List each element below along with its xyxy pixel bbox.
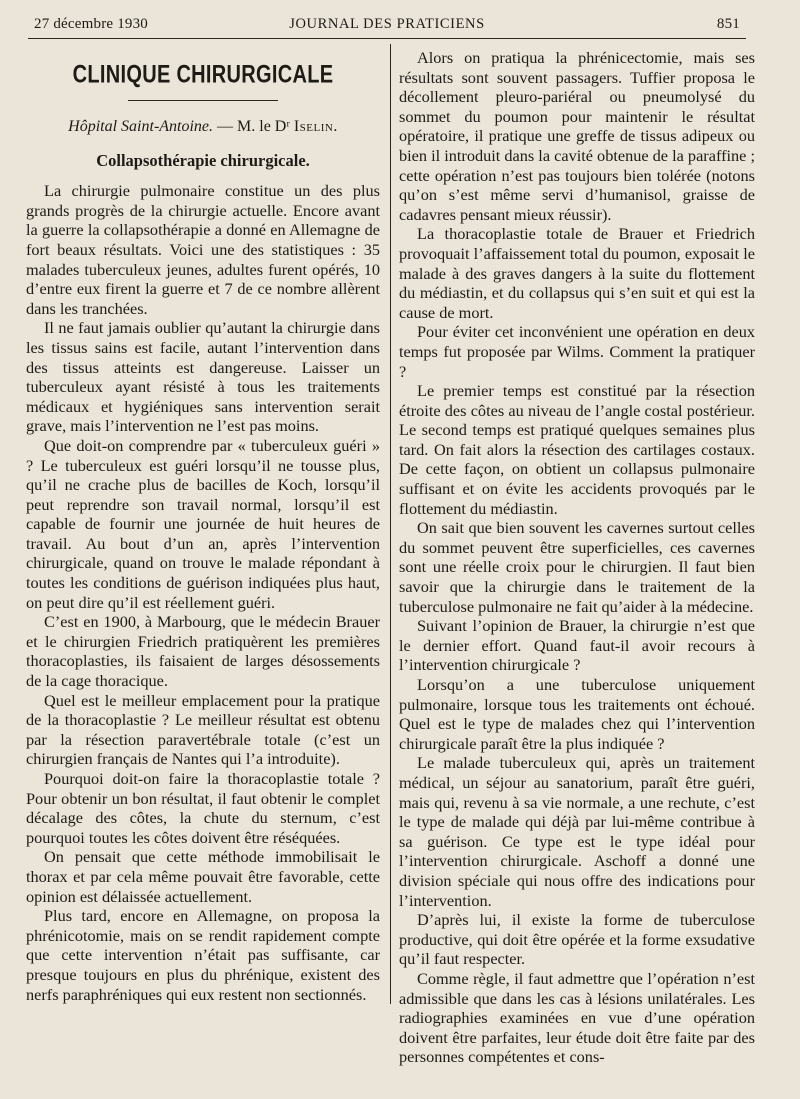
paragraph: Comme règle, il faut admettre que l’opération n’est admissible que dans les cas à lésions unilatérales. Les radiographies examinées en vue d’une opération doivent être parfaites, leur étude doit être faite par des personnes compétentes et cons- — [399, 968, 755, 1067]
paragraph: On sait que bien souvent les cavernes surtout celles du sommet peuvent être superficielles, ces cavernes sont une réelle croix pour le chirurgien. Il faut bien savoir que la chirurgie dans le traitement de la tuberculose pulmonaire ne fait qu’aider à la médecine. — [399, 518, 755, 616]
paragraph: D’après lui, il existe la forme de tuberculose productive, qui doit être opérée et la forme exsudative qu’il faut respecter. — [399, 910, 755, 969]
page-number: 851 — [716, 16, 740, 32]
paragraph: Plus tard, encore en Allemagne, on proposa la phrénicotomie, mais on se rendit rapidement compte que cette intervention n’était pas suffisante, car presque toujours en plus du phrénique, existent des nerfs paraphréniques qui eux restent non sectionnés. — [26, 906, 380, 1004]
paragraph: La chirurgie pulmonaire constitue un des plus grands progrès de la chirurgie actuelle. Encore avant la guerre la collapsothérapie a donné en Allemagne de fort beaux résultats. Voici une des statistiques : 35 malades tuberculeux jeunes, adultes furent opérés, 10 d’entre eux firent la guerre et 7 de ce nombre allèrent dans les tranchées. — [26, 181, 380, 318]
header-rule — [28, 38, 746, 39]
hospital-name: Hôpital Saint-Antoine. — [68, 118, 214, 135]
paragraph: Suivant l’opinion de Brauer, la chirurgie n’est que le dernier effort. Quand faut-il avoir recours à l’intervention chirurgicale ? — [399, 616, 755, 675]
column-divider — [390, 44, 391, 1004]
paragraph: Quel est le meilleur emplacement pour la pratique de la thoracoplastie ? Le meilleur résultat est obtenu par la résection paravertébrale totale (c’est un chirurgien français de Nantes qui l’a introduite). — [26, 690, 380, 769]
paragraph: Le malade tuberculeux qui, après un traitement médical, un séjour au sanatorium, paraît être guéri, mais qui, revenu à sa vie normale, a une rechute, c’est le type de malade qui déjà par lui-même contribue à sa guérison. Ce type est le type idéal pour l’intervention chirurgicale. Aschoff a donné une division spéciale qui nous offre des indications pour l’intervention. — [399, 753, 755, 910]
paragraph: Pour éviter cet inconvénient une opération en deux temps fut proposée par Wilms. Comment la pratiquer ? — [399, 322, 755, 381]
paragraph: La thoracoplastie totale de Brauer et Friedrich provoquait l’affaissement total du poumon, exposait le malade à des graves dangers à la suite du flottement du médiastin, et du collapsus qui s’en suit et qui est la cause de mort. — [399, 224, 755, 322]
left-column — [26, 48, 380, 1004]
paragraph: On pensait que cette méthode immobilisait le thorax et par cela même pouvait être favorable, cette opinion est délaissée actuellement. — [26, 847, 380, 906]
author-name: Iselin. — [293, 118, 338, 135]
right-column — [399, 48, 755, 1067]
paragraph: C’est en 1900, à Marbourg, que le médecin Brauer et le chirurgien Friedrich pratiquèrent les premières thoracoplasties, ils faisaient de larges désossements de la cage thoracique. — [26, 612, 380, 691]
title-rule — [128, 100, 278, 101]
paragraph: Il ne faut jamais oublier qu’autant la chirurgie dans les tissus sains est facile, autant l’intervention dans des tissus atteints est dangereuse. Laisser un tuberculeux ayant résisté à tous les traitements médicaux et hygiéniques sans intervention serait grave, mais l’intervention ne l’est pas moins. — [26, 318, 380, 436]
author-prefix: — M. le Dʳ — [217, 118, 290, 135]
paragraph: Pourquoi doit-on faire la thoracoplastie totale ? Pour obtenir un bon résultat, il faut obtenir le complet décalage des côtes, la chute du sternum, c’est pourquoi toutes les côtes doivent être réséquées. — [26, 769, 380, 847]
paragraph: Le premier temps est constitué par la résection étroite des côtes au niveau de l’angle costal postérieur. Le second temps est pratiqué quelques semaines plus tard. On fait alors la résection des cartilages costaux. De cette façon, on obtient un collapsus pulmonaire suffisant et on évite les accidents provoqués par le flottement du médiastin. — [399, 381, 755, 518]
paragraph: Lorsqu’on a une tuberculose uniquement pulmonaire, lorsque tous les traitements ont échoué. Quel est le type de malades chez qui l’intervention chirurgicale paraît être la plus indiquée ? — [399, 675, 755, 753]
hospital-line — [26, 117, 380, 137]
article-title: Collapsothérapie chirurgicale. — [96, 150, 310, 170]
running-head — [34, 12, 740, 34]
paragraph: Alors on pratiqua la phrénicectomie, mais ses résultats sont souvent passagers. Tuffier proposa le décollement pleuro-pariéral ou pneumolysé du sommet du poumon pour maintenir le résultat opératoire, il pratique une greffe de tissus adipeux ou bien il introduit dans la cavité obtenue de la paraffine ; cette opération n’est pas toujours bien tolérée (notons qu’on s’est même servi d’humanisol, graisse de cadavres pensant mieux réussir). — [399, 48, 755, 224]
section-title: CLINIQUE CHIRURGICALE — [72, 61, 334, 89]
issue-date: 27 décembre 1930 — [34, 16, 148, 32]
journal-title: JOURNAL DES PRATICIENS — [289, 16, 485, 32]
paragraph: Que doit-on comprendre par « tuberculeux guéri » ? Le tuberculeux est guéri lorsqu’il ne tousse plus, qu’il ne crache plus de bacilles de Koch, lorsqu’il peut reprendre son travail normal, lorsqu’il est capable de fournir une journée de huit heures de travail. Au bout d’un an, après l’intervention chirurgicale, quand on trouve le malade répondant à toutes les conditions de guérison indiquées plus haut, on peut dire qu’il est réellement guéri. — [26, 435, 380, 612]
